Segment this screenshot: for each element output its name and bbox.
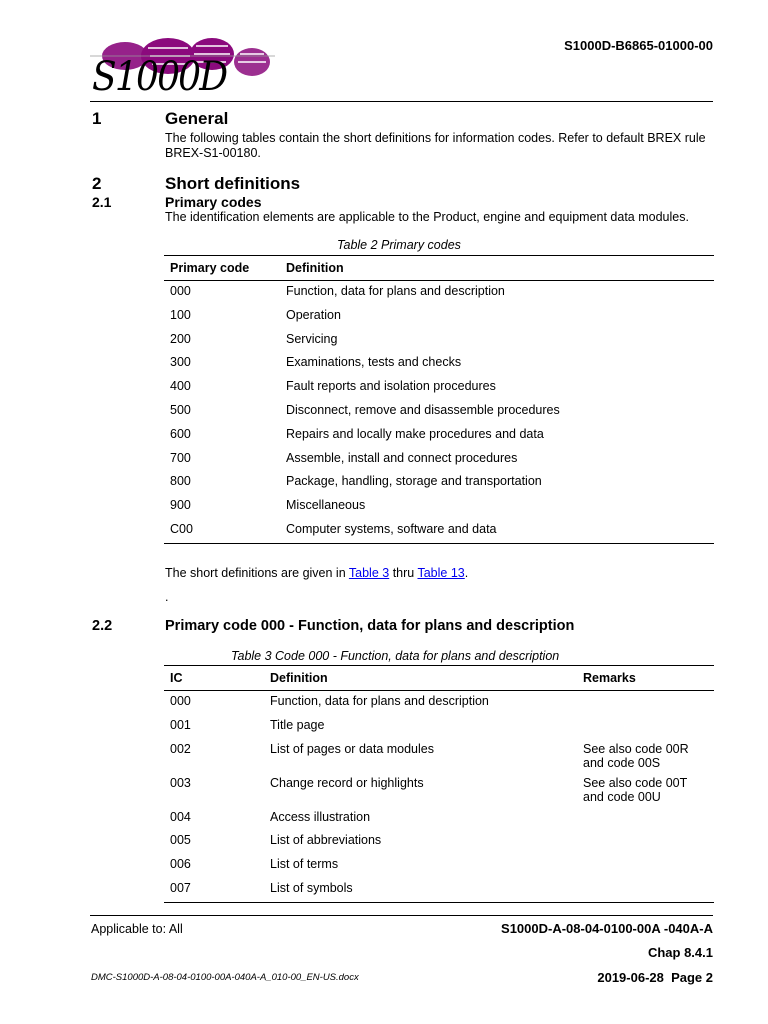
section-1-title: General xyxy=(165,109,229,128)
table-cell: Change record or highlights xyxy=(270,775,424,790)
table-cell: 700 xyxy=(170,450,191,465)
table-row xyxy=(164,691,714,715)
table-13-link[interactable]: Table 13 xyxy=(417,566,465,580)
table-cell: List of terms xyxy=(270,857,339,872)
short-defs-prefix: The short definitions are given in xyxy=(165,566,349,580)
table-cell: 100 xyxy=(170,307,191,322)
footer-rule xyxy=(90,915,713,916)
table-cell: Function, data for plans and description xyxy=(286,284,505,298)
short-defs-suffix: . xyxy=(464,566,469,580)
section-2-1-title: Primary codes xyxy=(165,194,262,210)
table-header: Definition xyxy=(280,256,714,281)
table-cell: 005 xyxy=(170,833,191,848)
table-cell xyxy=(577,691,714,715)
table-3-caption: Table 3 Code 000 - Function, data for plans and description xyxy=(231,649,560,663)
table-cell: See also code 00R and code 00S xyxy=(583,741,689,770)
footer-date-page: 2019-06-28 Page 2 xyxy=(597,970,713,985)
table-row xyxy=(164,715,714,739)
table-2-caption: Table 2 Primary codes xyxy=(337,238,461,252)
table-cell: Examinations, tests and checks xyxy=(286,355,462,370)
table-cell: 000 xyxy=(170,694,191,708)
table-cell: Operation xyxy=(286,307,341,322)
table-cell: 007 xyxy=(164,878,264,902)
s1000d-logo xyxy=(90,34,275,102)
footer-filename: DMC-S1000D-A-08-04-0100-00A-040A-A_010-00_EN-US.docx xyxy=(91,972,359,983)
section-2-1-number: 2.1 xyxy=(92,194,112,210)
table-cell: 300 xyxy=(170,355,191,370)
table-cell: List of pages or data modules xyxy=(270,741,434,756)
table-row xyxy=(164,807,714,831)
table-cell: 900 xyxy=(170,498,191,513)
section-1-number: 1 xyxy=(92,109,102,128)
table-cell: 400 xyxy=(170,379,191,394)
table-row xyxy=(164,329,714,353)
table-row xyxy=(164,830,714,854)
table-row xyxy=(164,471,714,495)
table-cell: Fault reports and isolation procedures xyxy=(286,379,496,394)
table-cell: 004 xyxy=(170,809,191,824)
table-cell: 000 xyxy=(170,284,191,298)
table-row xyxy=(164,376,714,400)
table-cell: 001 xyxy=(170,717,191,732)
table-cell: Assemble, install and connect procedures xyxy=(286,450,518,465)
table-cell: 003 xyxy=(170,775,191,790)
table-3-link[interactable]: Table 3 xyxy=(348,566,390,580)
table-row xyxy=(164,400,714,424)
table-cell: Repairs and locally make procedures and data xyxy=(286,426,544,441)
table-row xyxy=(164,424,714,448)
table-cell xyxy=(577,715,714,739)
table-header: IC xyxy=(164,666,264,691)
section-2-2-number: 2.2 xyxy=(92,618,113,634)
table-header: Remarks xyxy=(577,666,714,691)
table-cell: Servicing xyxy=(286,331,338,346)
table-row xyxy=(164,739,714,773)
table-cell: Title page xyxy=(270,717,325,732)
table-header: Primary code xyxy=(164,256,280,281)
table-cell: Package, handling, storage and transportation xyxy=(286,474,542,489)
table-row xyxy=(164,854,714,878)
table-row xyxy=(164,878,714,902)
table-cell xyxy=(577,878,714,902)
table-cell: 500 xyxy=(170,402,191,417)
table-cell: 600 xyxy=(170,426,191,441)
section-2-1-text: The identification elements are applicable to the Product, engine and equipment data modules. xyxy=(165,210,689,224)
table-cell xyxy=(577,807,714,831)
header-rule xyxy=(90,101,713,102)
table-cell: Function, data for plans and description xyxy=(270,694,489,708)
applicable-to: Applicable to: All xyxy=(91,922,183,936)
table-cell: 002 xyxy=(170,741,191,756)
section-2-number: 2 xyxy=(92,174,102,193)
table-cell xyxy=(577,830,714,854)
short-definitions-text xyxy=(165,566,708,581)
footer-chapter: Chap 8.4.1 xyxy=(647,945,713,960)
table-row xyxy=(164,281,714,305)
table-cell: 006 xyxy=(170,857,191,872)
section-2-title: Short definitions xyxy=(165,174,301,193)
table-cell: List of abbreviations xyxy=(270,833,382,848)
table-cell: C00 xyxy=(164,519,280,543)
section-1-text: The following tables contain the short definitions for information codes. Refer to default BREX rule BREX-S1-00180. xyxy=(165,131,706,160)
primary-codes-table xyxy=(164,255,714,544)
stray-dot: . xyxy=(165,590,169,604)
table-row xyxy=(164,352,714,376)
footer-dmc: S1000D-A-08-04-0100-00A -040A-A xyxy=(501,921,713,936)
table-cell: 800 xyxy=(170,474,191,489)
table-cell: 200 xyxy=(170,331,191,346)
table-row xyxy=(164,305,714,329)
table-row xyxy=(164,773,714,807)
section-2-2-title: Primary code 000 - Function, data for plans and description xyxy=(165,618,575,634)
table-cell: See also code 00T and code 00U xyxy=(583,775,688,804)
logo-text: S1000D xyxy=(92,54,227,100)
header-doc-code: S1000D-B6865-01000-00 xyxy=(564,38,713,53)
table-cell: Computer systems, software and data xyxy=(280,519,714,543)
code-000-table xyxy=(164,665,714,903)
table-cell: Miscellaneous xyxy=(286,498,366,513)
table-cell: List of symbols xyxy=(264,878,577,902)
table-cell: Access illustration xyxy=(270,809,371,824)
table-cell xyxy=(577,854,714,878)
table-row xyxy=(164,519,714,543)
table-row xyxy=(164,448,714,472)
short-defs-middle: thru xyxy=(389,566,418,580)
table-row xyxy=(164,495,714,519)
table-cell: Disconnect, remove and disassemble procedures xyxy=(286,402,560,417)
table-header: Definition xyxy=(264,666,577,691)
